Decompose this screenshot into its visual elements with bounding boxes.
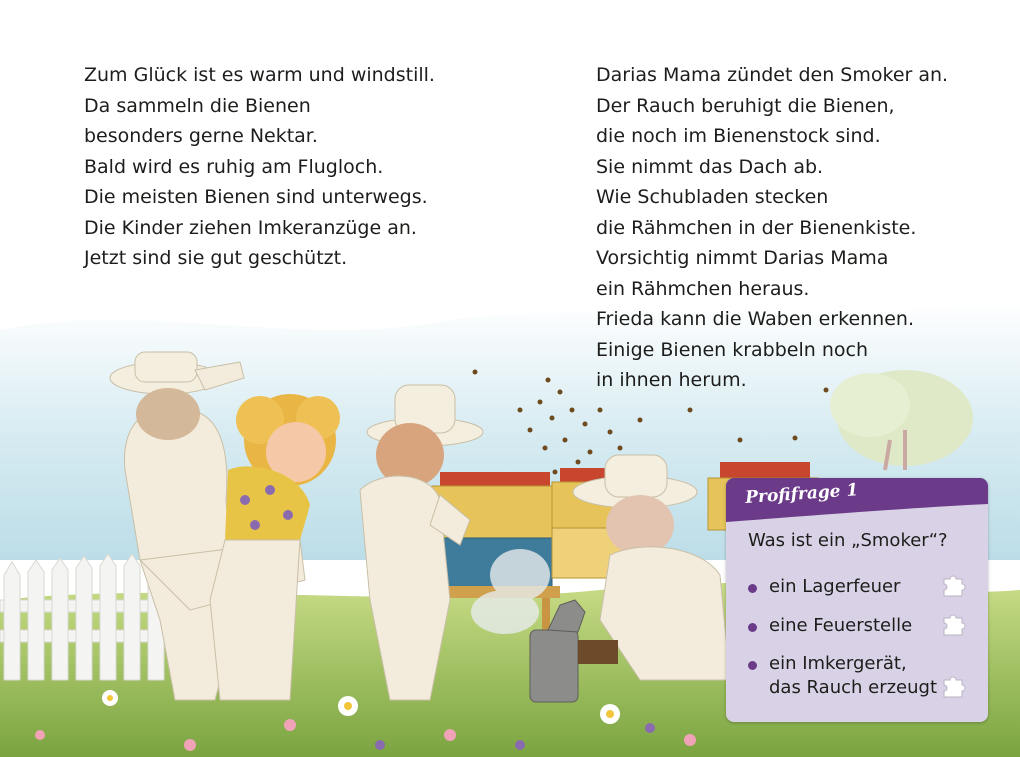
- text-line: die noch im Bienenstock sind.: [596, 125, 881, 147]
- text-line: Frieda kann die Waben erkennen.: [596, 308, 914, 330]
- quiz-title: Profifrage 1: [744, 480, 859, 508]
- text-line: Bald wird es ruhig am Flugloch.: [84, 155, 384, 178]
- text-line: Sie nimmt das Dach ab.: [596, 155, 824, 178]
- text-line: Zum Glück ist es warm und windstill.: [84, 64, 435, 86]
- right-text-column: [596, 60, 948, 396]
- answer-label-line2: das Rauch erzeugt: [769, 677, 938, 698]
- puzzle-piece-icon: [941, 573, 967, 599]
- text-line: besonders gerne Nektar.: [84, 125, 318, 147]
- answer-label: eine Feuerstelle: [769, 615, 913, 636]
- text-line: ein Rähmchen heraus.: [596, 277, 810, 300]
- text-line: Da sammeln die Bienen: [84, 94, 311, 117]
- bullet-icon: [748, 584, 757, 593]
- text-line: Wie Schubladen stecken: [596, 186, 829, 208]
- text-line: Die meisten Bienen sind unterwegs.: [84, 186, 428, 208]
- answer-label: ein Imkergerät,: [769, 653, 907, 674]
- text-line: in ihnen herum.: [596, 369, 747, 391]
- text-line: die Rähmchen in der Bienenkiste.: [596, 216, 917, 239]
- puzzle-piece-icon: [941, 612, 967, 638]
- answer-option[interactable]: [748, 614, 912, 638]
- puzzle-piece-icon: [941, 674, 967, 700]
- text-line: Die Kinder ziehen Imkeranzüge an.: [84, 216, 417, 239]
- answer-option[interactable]: [748, 575, 900, 599]
- text-line: Jetzt sind sie gut geschützt.: [84, 247, 348, 269]
- bullet-icon: [748, 661, 757, 670]
- text-line: Darias Mama zündet den Smoker an.: [596, 64, 949, 86]
- answer-label: ein Lagerfeuer: [769, 576, 901, 597]
- quiz-question: Was ist ein „Smoker“?: [748, 530, 948, 551]
- quiz-card: [726, 478, 988, 722]
- text-line: Der Rauch beruhigt die Bienen,: [596, 94, 895, 117]
- answer-option[interactable]: [748, 652, 937, 700]
- text-line: Vorsichtig nimmt Darias Mama: [596, 247, 889, 269]
- bullet-icon: [748, 623, 757, 632]
- text-line: Einige Bienen krabbeln noch: [596, 338, 868, 361]
- left-text-column: [84, 60, 435, 274]
